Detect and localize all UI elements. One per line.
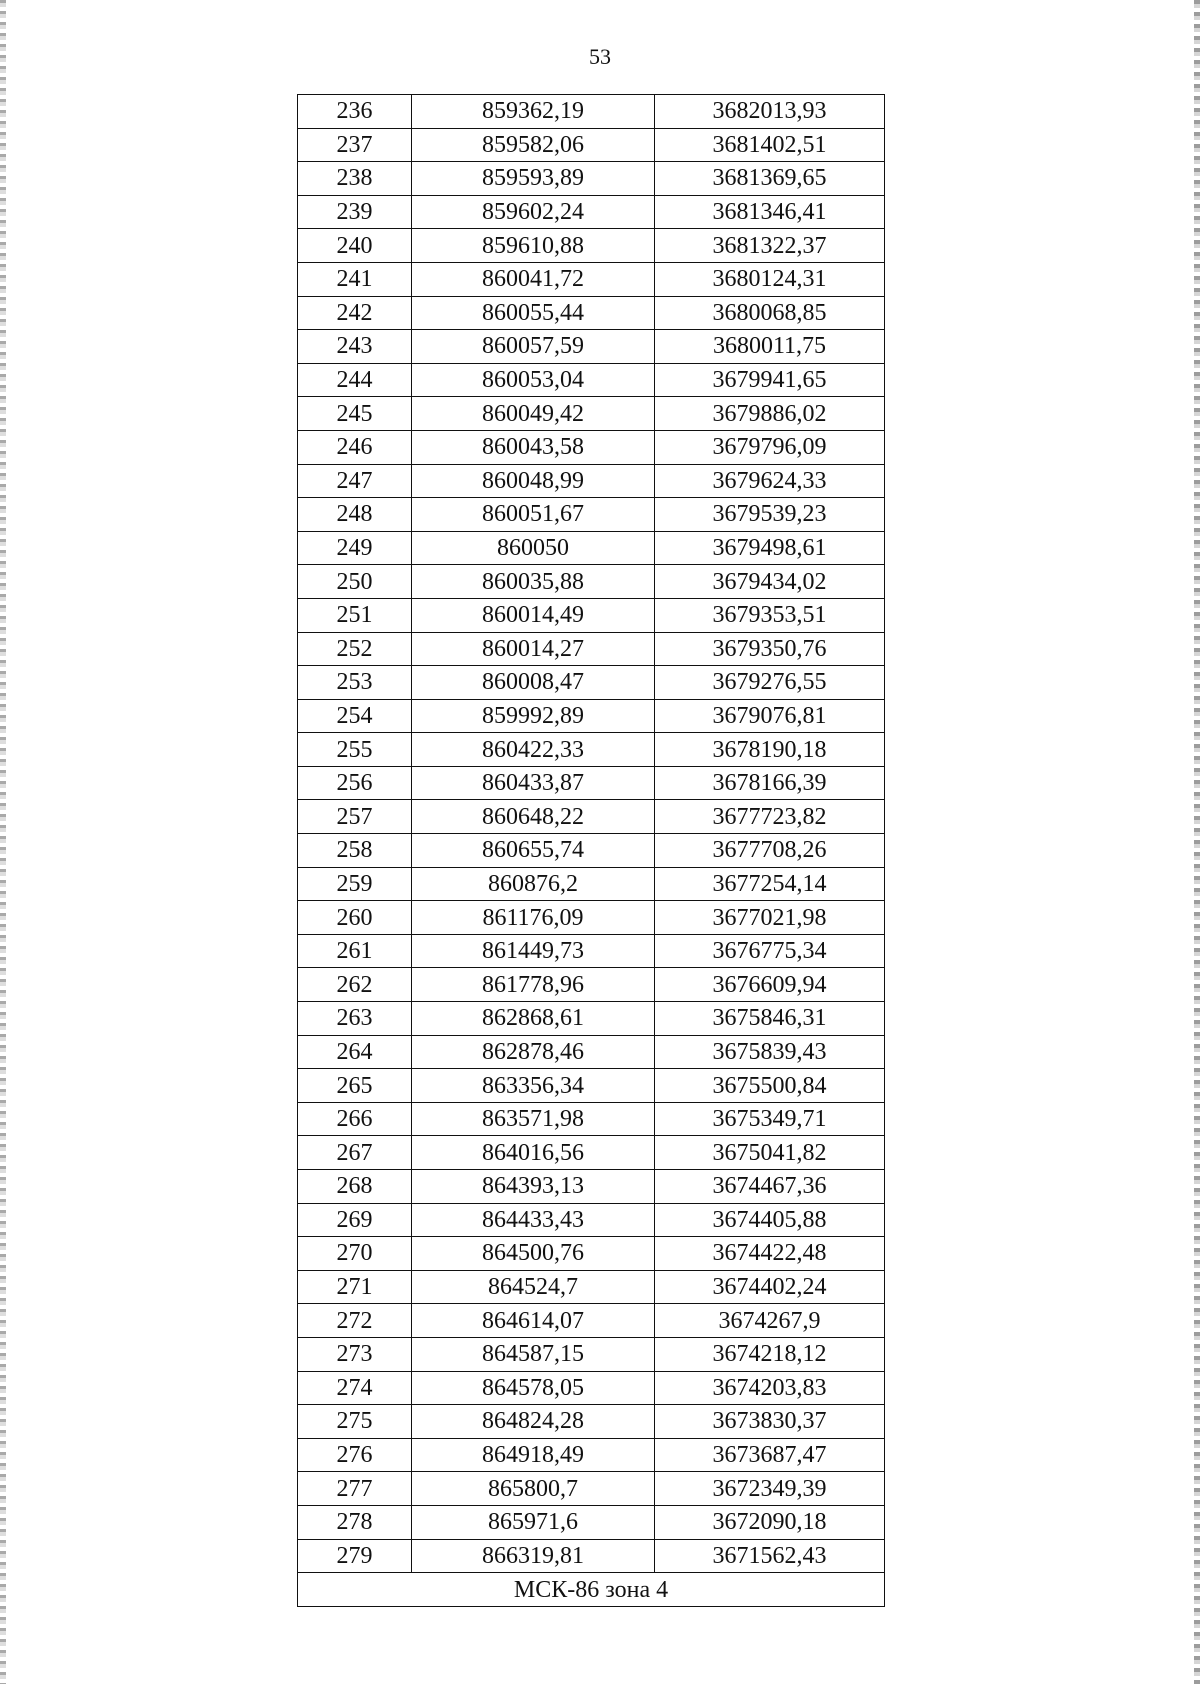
y-coordinate-cell: 3680011,75 — [655, 330, 885, 364]
coordinate-system-label: МСК-86 зона 4 — [298, 1573, 885, 1607]
point-number-cell: 277 — [298, 1472, 412, 1506]
x-coordinate-cell: 864824,28 — [412, 1405, 655, 1439]
point-number-cell: 274 — [298, 1371, 412, 1405]
x-coordinate-cell: 860057,59 — [412, 330, 655, 364]
x-coordinate-cell: 864614,07 — [412, 1304, 655, 1338]
point-number-cell: 260 — [298, 901, 412, 935]
x-coordinate-cell: 864587,15 — [412, 1337, 655, 1371]
y-coordinate-cell: 3672349,39 — [655, 1472, 885, 1506]
x-coordinate-cell: 861449,73 — [412, 934, 655, 968]
point-number-cell: 266 — [298, 1102, 412, 1136]
x-coordinate-cell: 860422,33 — [412, 733, 655, 767]
table-row — [298, 397, 885, 431]
table-row — [298, 733, 885, 767]
x-coordinate-cell: 861176,09 — [412, 901, 655, 935]
table-row — [298, 531, 885, 565]
point-number-cell: 265 — [298, 1069, 412, 1103]
table-row — [298, 1102, 885, 1136]
x-coordinate-cell: 860041,72 — [412, 262, 655, 296]
x-coordinate-cell: 860014,49 — [412, 598, 655, 632]
y-coordinate-cell: 3674405,88 — [655, 1203, 885, 1237]
y-coordinate-cell: 3681346,41 — [655, 195, 885, 229]
x-coordinate-cell: 865971,6 — [412, 1505, 655, 1539]
point-number-cell: 249 — [298, 531, 412, 565]
y-coordinate-cell: 3680068,85 — [655, 296, 885, 330]
x-coordinate-cell: 864918,49 — [412, 1438, 655, 1472]
point-number-cell: 270 — [298, 1237, 412, 1271]
y-coordinate-cell: 3679886,02 — [655, 397, 885, 431]
table-row — [298, 1304, 885, 1338]
x-coordinate-cell: 860043,58 — [412, 430, 655, 464]
point-number-cell: 251 — [298, 598, 412, 632]
point-number-cell: 253 — [298, 666, 412, 700]
y-coordinate-cell: 3676609,94 — [655, 968, 885, 1002]
table-row — [298, 834, 885, 868]
table-footer-row — [298, 1573, 885, 1607]
x-coordinate-cell: 866319,81 — [412, 1539, 655, 1573]
table-row — [298, 95, 885, 129]
x-coordinate-cell: 860049,42 — [412, 397, 655, 431]
point-number-cell: 262 — [298, 968, 412, 1002]
point-number-cell: 278 — [298, 1505, 412, 1539]
x-coordinate-cell: 860655,74 — [412, 834, 655, 868]
table-row — [298, 1270, 885, 1304]
table-row — [298, 430, 885, 464]
table-row — [298, 901, 885, 935]
y-coordinate-cell: 3671562,43 — [655, 1539, 885, 1573]
x-coordinate-cell: 860008,47 — [412, 666, 655, 700]
table-row — [298, 565, 885, 599]
y-coordinate-cell: 3674422,48 — [655, 1237, 885, 1271]
point-number-cell: 256 — [298, 766, 412, 800]
point-number-cell: 243 — [298, 330, 412, 364]
table-row — [298, 195, 885, 229]
point-number-cell: 268 — [298, 1170, 412, 1204]
table-row — [298, 1438, 885, 1472]
table-row — [298, 296, 885, 330]
point-number-cell: 269 — [298, 1203, 412, 1237]
x-coordinate-cell: 860048,99 — [412, 464, 655, 498]
table-row — [298, 128, 885, 162]
x-coordinate-cell: 862868,61 — [412, 1002, 655, 1036]
table-row — [298, 666, 885, 700]
point-number-cell: 272 — [298, 1304, 412, 1338]
table-row — [298, 1002, 885, 1036]
y-coordinate-cell: 3672090,18 — [655, 1505, 885, 1539]
y-coordinate-cell: 3675500,84 — [655, 1069, 885, 1103]
table-row — [298, 968, 885, 1002]
point-number-cell: 250 — [298, 565, 412, 599]
scan-edge-right — [1194, 0, 1200, 1684]
table-row — [298, 632, 885, 666]
x-coordinate-cell: 862878,46 — [412, 1035, 655, 1069]
table-row — [298, 363, 885, 397]
table-row — [298, 699, 885, 733]
y-coordinate-cell: 3679796,09 — [655, 430, 885, 464]
x-coordinate-cell: 859602,24 — [412, 195, 655, 229]
table-row — [298, 262, 885, 296]
y-coordinate-cell: 3679624,33 — [655, 464, 885, 498]
point-number-cell: 273 — [298, 1337, 412, 1371]
x-coordinate-cell: 860051,67 — [412, 498, 655, 532]
table-row — [298, 498, 885, 532]
x-coordinate-cell: 864433,43 — [412, 1203, 655, 1237]
x-coordinate-cell: 863356,34 — [412, 1069, 655, 1103]
table-row — [298, 1136, 885, 1170]
table-row — [298, 1170, 885, 1204]
table-row — [298, 1337, 885, 1371]
x-coordinate-cell: 864393,13 — [412, 1170, 655, 1204]
y-coordinate-cell: 3678190,18 — [655, 733, 885, 767]
point-number-cell: 261 — [298, 934, 412, 968]
scan-edge-left — [0, 0, 6, 1684]
point-number-cell: 279 — [298, 1539, 412, 1573]
y-coordinate-cell: 3679539,23 — [655, 498, 885, 532]
point-number-cell: 271 — [298, 1270, 412, 1304]
y-coordinate-cell: 3674402,24 — [655, 1270, 885, 1304]
x-coordinate-cell: 859582,06 — [412, 128, 655, 162]
point-number-cell: 238 — [298, 162, 412, 196]
y-coordinate-cell: 3675349,71 — [655, 1102, 885, 1136]
point-number-cell: 237 — [298, 128, 412, 162]
point-number-cell: 247 — [298, 464, 412, 498]
x-coordinate-cell: 859593,89 — [412, 162, 655, 196]
y-coordinate-cell: 3680124,31 — [655, 262, 885, 296]
y-coordinate-cell: 3677708,26 — [655, 834, 885, 868]
table-row — [298, 464, 885, 498]
y-coordinate-cell: 3678166,39 — [655, 766, 885, 800]
x-coordinate-cell: 863571,98 — [412, 1102, 655, 1136]
table-row — [298, 330, 885, 364]
x-coordinate-cell: 860433,87 — [412, 766, 655, 800]
table-row — [298, 867, 885, 901]
coordinates-table-body — [298, 95, 885, 1607]
point-number-cell: 276 — [298, 1438, 412, 1472]
table-row — [298, 229, 885, 263]
point-number-cell: 263 — [298, 1002, 412, 1036]
y-coordinate-cell: 3675041,82 — [655, 1136, 885, 1170]
x-coordinate-cell: 860053,04 — [412, 363, 655, 397]
y-coordinate-cell: 3677254,14 — [655, 867, 885, 901]
x-coordinate-cell: 860055,44 — [412, 296, 655, 330]
y-coordinate-cell: 3681322,37 — [655, 229, 885, 263]
y-coordinate-cell: 3679353,51 — [655, 598, 885, 632]
y-coordinate-cell: 3673687,47 — [655, 1438, 885, 1472]
table-row — [298, 934, 885, 968]
point-number-cell: 239 — [298, 195, 412, 229]
y-coordinate-cell: 3679498,61 — [655, 531, 885, 565]
x-coordinate-cell: 860014,27 — [412, 632, 655, 666]
y-coordinate-cell: 3675839,43 — [655, 1035, 885, 1069]
x-coordinate-cell: 864524,7 — [412, 1270, 655, 1304]
y-coordinate-cell: 3673830,37 — [655, 1405, 885, 1439]
coordinates-table — [297, 94, 885, 1607]
x-coordinate-cell: 864016,56 — [412, 1136, 655, 1170]
table-row — [298, 598, 885, 632]
y-coordinate-cell: 3679276,55 — [655, 666, 885, 700]
y-coordinate-cell: 3679076,81 — [655, 699, 885, 733]
table-row — [298, 1472, 885, 1506]
table-row — [298, 1539, 885, 1573]
point-number-cell: 242 — [298, 296, 412, 330]
y-coordinate-cell: 3679350,76 — [655, 632, 885, 666]
x-coordinate-cell: 859610,88 — [412, 229, 655, 263]
y-coordinate-cell: 3674218,12 — [655, 1337, 885, 1371]
table-row — [298, 766, 885, 800]
x-coordinate-cell: 865800,7 — [412, 1472, 655, 1506]
x-coordinate-cell: 864500,76 — [412, 1237, 655, 1271]
table-row — [298, 1371, 885, 1405]
x-coordinate-cell: 860648,22 — [412, 800, 655, 834]
point-number-cell: 255 — [298, 733, 412, 767]
y-coordinate-cell: 3674203,83 — [655, 1371, 885, 1405]
y-coordinate-cell: 3679941,65 — [655, 363, 885, 397]
table-row — [298, 1203, 885, 1237]
table-row — [298, 1405, 885, 1439]
y-coordinate-cell: 3682013,93 — [655, 95, 885, 129]
y-coordinate-cell: 3674467,36 — [655, 1170, 885, 1204]
table-row — [298, 1237, 885, 1271]
point-number-cell: 236 — [298, 95, 412, 129]
point-number-cell: 275 — [298, 1405, 412, 1439]
point-number-cell: 258 — [298, 834, 412, 868]
y-coordinate-cell: 3681402,51 — [655, 128, 885, 162]
table-row — [298, 1505, 885, 1539]
table-row — [298, 800, 885, 834]
y-coordinate-cell: 3674267,9 — [655, 1304, 885, 1338]
point-number-cell: 240 — [298, 229, 412, 263]
point-number-cell: 257 — [298, 800, 412, 834]
x-coordinate-cell: 861778,96 — [412, 968, 655, 1002]
point-number-cell: 259 — [298, 867, 412, 901]
point-number-cell: 267 — [298, 1136, 412, 1170]
y-coordinate-cell: 3681369,65 — [655, 162, 885, 196]
point-number-cell: 264 — [298, 1035, 412, 1069]
point-number-cell: 248 — [298, 498, 412, 532]
table-row — [298, 1035, 885, 1069]
point-number-cell: 245 — [298, 397, 412, 431]
page-number: 53 — [589, 44, 611, 69]
point-number-cell: 244 — [298, 363, 412, 397]
y-coordinate-cell: 3676775,34 — [655, 934, 885, 968]
y-coordinate-cell: 3675846,31 — [655, 1002, 885, 1036]
point-number-cell: 254 — [298, 699, 412, 733]
point-number-cell: 252 — [298, 632, 412, 666]
x-coordinate-cell: 859992,89 — [412, 699, 655, 733]
x-coordinate-cell: 859362,19 — [412, 95, 655, 129]
x-coordinate-cell: 864578,05 — [412, 1371, 655, 1405]
x-coordinate-cell: 860050 — [412, 531, 655, 565]
x-coordinate-cell: 860876,2 — [412, 867, 655, 901]
table-row — [298, 1069, 885, 1103]
y-coordinate-cell: 3679434,02 — [655, 565, 885, 599]
table-row — [298, 162, 885, 196]
y-coordinate-cell: 3677723,82 — [655, 800, 885, 834]
point-number-cell: 246 — [298, 430, 412, 464]
y-coordinate-cell: 3677021,98 — [655, 901, 885, 935]
x-coordinate-cell: 860035,88 — [412, 565, 655, 599]
point-number-cell: 241 — [298, 262, 412, 296]
